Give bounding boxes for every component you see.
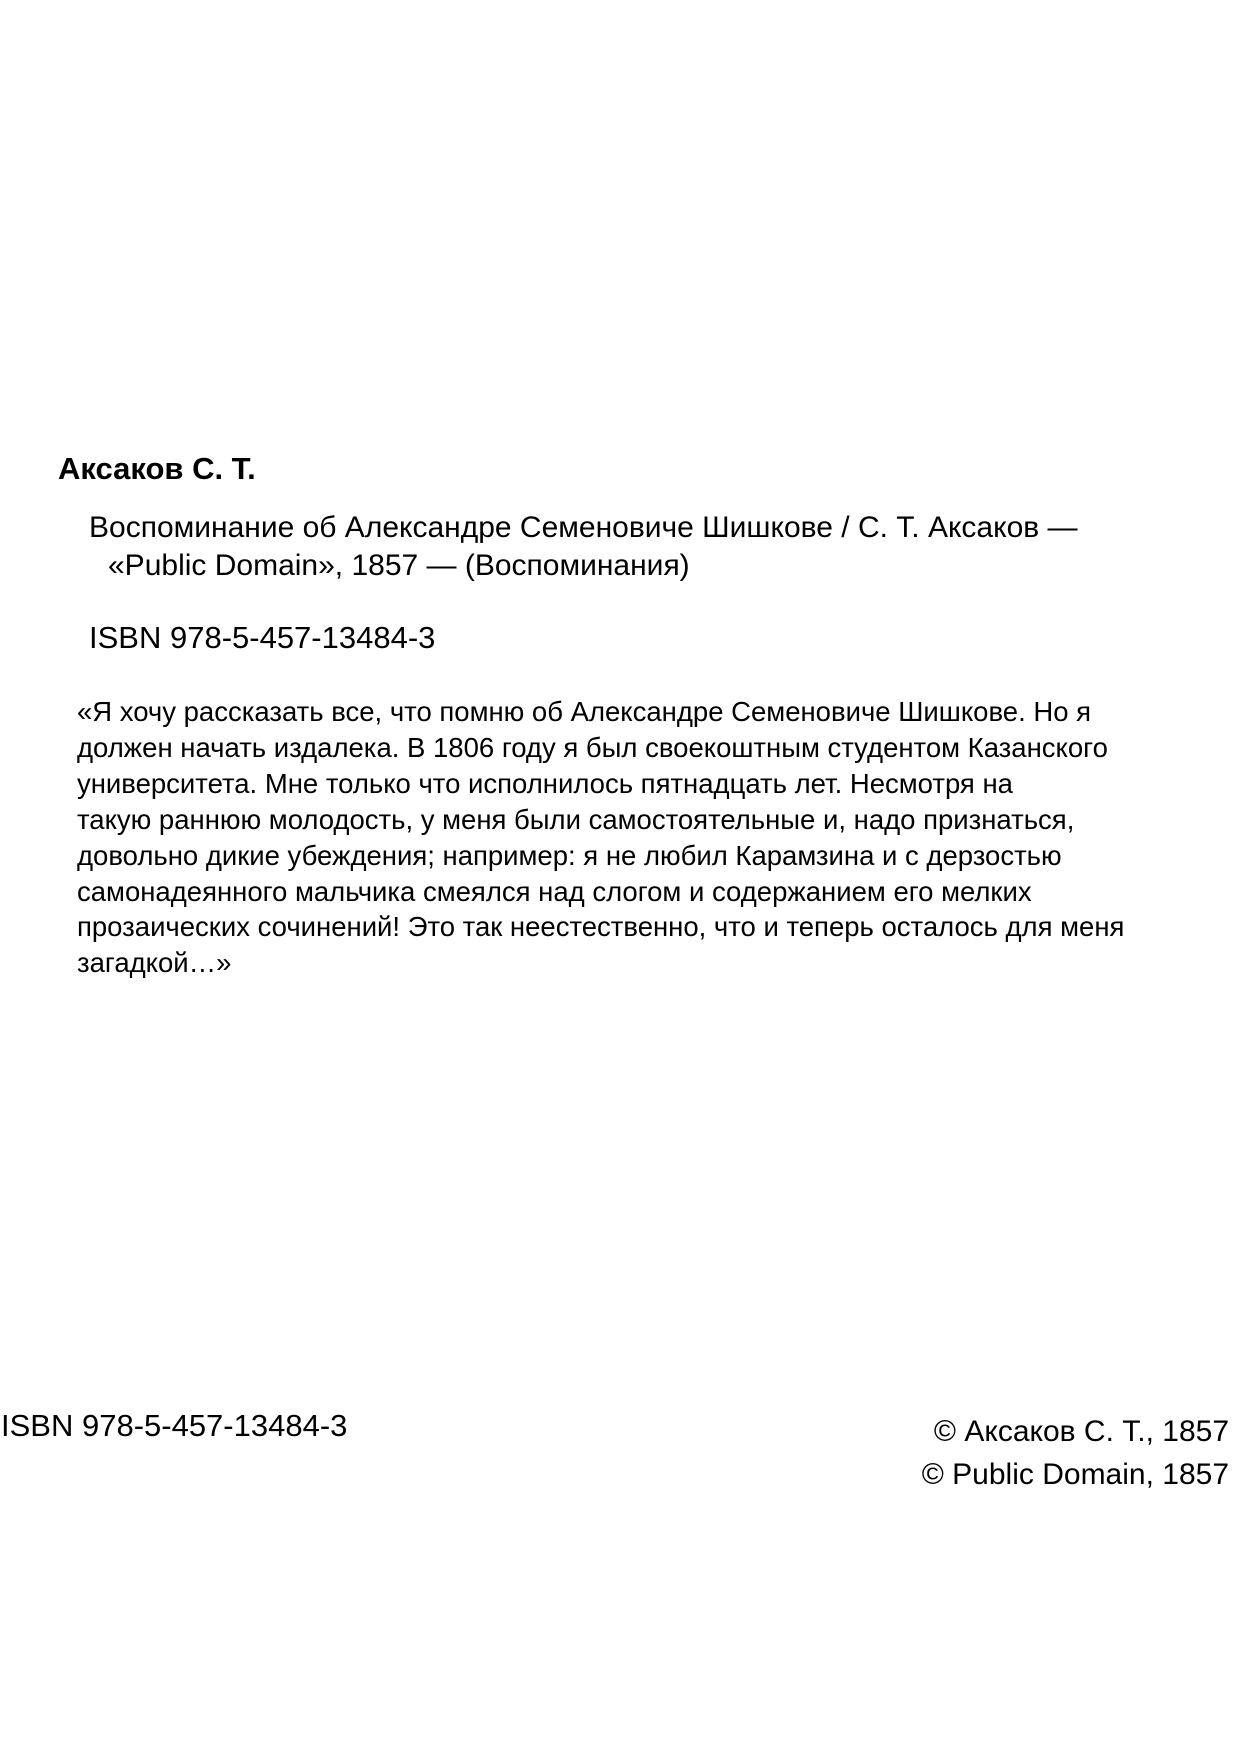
annotation-line: университета. Мне только что исполнилось пятнадцать лет. Несмотря на <box>77 767 1013 799</box>
bibliographic-title-line: Воспоминание об Александре Семеновиче Шишкове / С. Т. Аксаков — <box>89 511 1078 544</box>
annotation-line: «Я хочу рассказать все, что помню об Александре Семеновиче Шишкове. Но я <box>77 696 1092 727</box>
annotation <box>77 694 1227 981</box>
annotation-line: загадкой…» <box>77 947 232 979</box>
annotation-line: такую раннюю молодость, у меня были самостоятельные и, надо признаться, <box>77 803 1075 835</box>
isbn-bottom: ISBN 978-5-457-13484-3 <box>1 1408 348 1443</box>
copyright-public-domain: © Public Domain, 1857 <box>921 1458 1229 1491</box>
copyright-author: © Аксаков С. Т., 1857 <box>933 1415 1229 1448</box>
isbn-top: ISBN 978-5-457-13484-3 <box>89 620 436 655</box>
annotation-line: должен начать издалека. В 1806 году я был своекоштным студентом Казанского <box>77 731 1108 763</box>
annotation-line: довольно дикие убеждения; например: я не любил Карамзина и с дерзостью <box>77 839 1062 871</box>
annotation-line: самонадеянного мальчика смеялся над слогом и содержанием его мелких <box>77 875 1032 907</box>
annotation-line: прозаических сочинений! Это так неестественно, что и теперь осталось для меня <box>77 911 1125 943</box>
bibliographic-publisher-line: «Public Domain», 1857 — (Воспоминания) <box>108 549 690 582</box>
author-heading: Аксаков С. Т. <box>58 451 256 486</box>
copyright-block <box>922 1410 1229 1496</box>
